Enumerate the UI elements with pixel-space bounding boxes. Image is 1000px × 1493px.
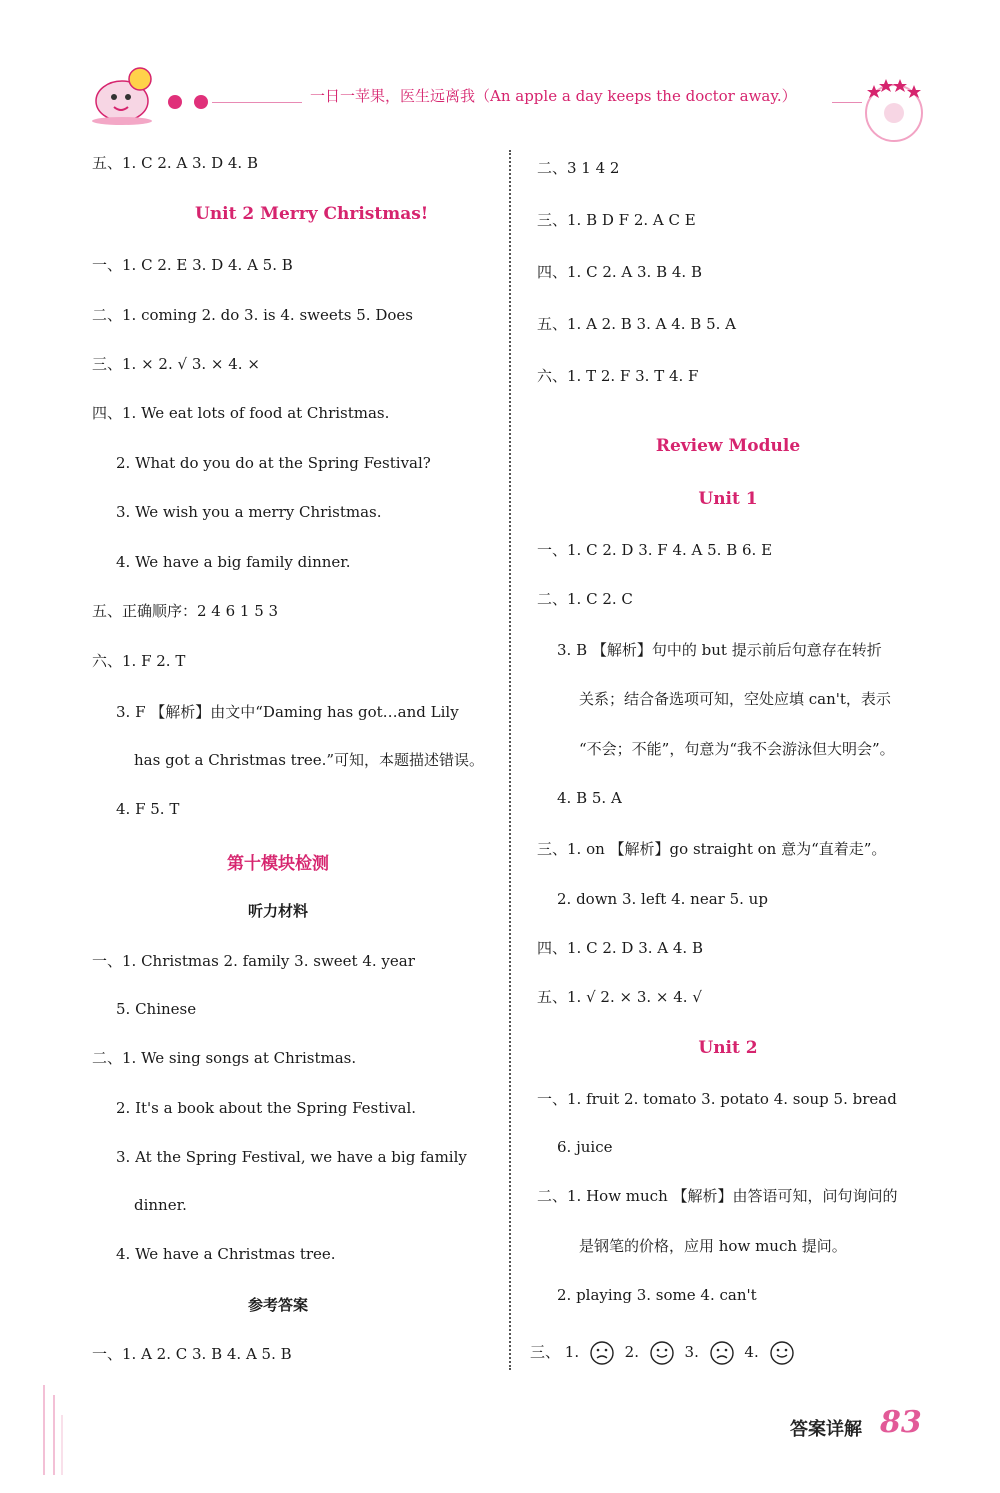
answer-line: 一、1. A 2. C 3. B 4. A 5. B xyxy=(92,1345,292,1363)
answer-line: 二、1. We sing songs at Christmas. xyxy=(92,1049,357,1067)
answer-line-indented: 3. At the Spring Festival, we have a big family xyxy=(116,1148,467,1166)
face-label: 3. xyxy=(684,1343,699,1361)
answer-line: 二、1. coming 2. do 3. is 4. sweets 5. Does xyxy=(92,306,413,324)
answer-line-indented: 4. B 5. A xyxy=(557,789,622,807)
sad-face-icon xyxy=(710,1341,734,1365)
answer-line: 一、1. fruit 2. tomato 3. potato 4. soup 5. bread xyxy=(537,1090,897,1108)
answer-line: 六、1. F 2. T xyxy=(92,652,186,670)
faces-answer-row xyxy=(530,1340,800,1365)
answer-line: 三、1. B D F 2. A C E xyxy=(537,211,696,229)
answer-line-indented: 3. B 【解析】句中的 but 提示前后句意存在转折 xyxy=(557,641,882,659)
answer-line: 一、1. Christmas 2. family 3. sweet 4. year xyxy=(92,952,415,970)
answer-line-continued: “不会；不能”，句意为“我不会游泳但大明会”。 xyxy=(579,740,895,758)
answer-line-continued: 是钢笔的价格，应用 how much 提问。 xyxy=(579,1237,847,1255)
face-item xyxy=(625,1343,685,1361)
answer-line: 四、1. C 2. A 3. B 4. B xyxy=(537,263,702,281)
section-subheading: 参考答案 xyxy=(247,1296,309,1314)
header-dot xyxy=(194,95,208,109)
answer-line-continued: 关系；结合备选项可知，空处应填 can't，表示 xyxy=(579,690,891,708)
face-label: 1. xyxy=(564,1343,580,1361)
face-item xyxy=(565,1343,625,1361)
answer-line-indented: 2. playing 3. some 4. can't xyxy=(557,1286,757,1304)
happy-face-icon xyxy=(650,1341,674,1365)
answer-line: 二、1. C 2. C xyxy=(537,590,633,608)
face-label: 2. xyxy=(624,1343,639,1361)
answer-line-indented: 3. We wish you a merry Christmas. xyxy=(116,503,382,521)
happy-face-icon xyxy=(770,1341,794,1365)
answer-line: 一、1. C 2. E 3. D 4. A 5. B xyxy=(92,256,293,274)
face-label: 4. xyxy=(744,1343,759,1361)
footer-label: 答案详解 xyxy=(790,1419,862,1440)
answer-line: 五、1. C 2. A 3. D 4. B xyxy=(92,154,258,172)
answer-line-indented: 2. It's a book about the Spring Festival. xyxy=(116,1099,417,1117)
column-divider xyxy=(509,150,511,1370)
answer-line-indented: 4. F 5. T xyxy=(116,800,180,818)
section-heading: Unit 1 xyxy=(698,489,758,509)
answer-line-indented: 4. We have a Christmas tree. xyxy=(116,1245,336,1263)
answer-line-continued: has got a Christmas tree.”可知，本题描述错误。 xyxy=(134,751,485,769)
answer-line: 二、1. How much 【解析】由答语可知，问句询问的 xyxy=(537,1187,898,1205)
answer-line: 六、1. T 2. F 3. T 4. F xyxy=(537,367,699,385)
section-heading: Unit 2 Merry Christmas! xyxy=(195,204,429,224)
answer-line-indented: 2. down 3. left 4. near 5. up xyxy=(557,890,768,908)
section-heading: 第十模块检测 xyxy=(227,854,329,874)
answer-line: 五、1. √ 2. × 3. × 4. √ xyxy=(537,988,702,1006)
answer-line: 五、正确顺序：2 4 6 1 5 3 xyxy=(92,602,279,620)
section-heading: Review Module xyxy=(655,436,801,456)
answer-line: 五、1. A 2. B 3. A 4. B 5. A xyxy=(537,315,737,333)
answer-line-continued: dinner. xyxy=(134,1196,187,1214)
answer-line-indented: 2. What do you do at the Spring Festival? xyxy=(116,454,431,472)
brand-seal-icon xyxy=(858,73,930,145)
face-item xyxy=(685,1343,745,1361)
mascot-logo-icon xyxy=(92,63,162,125)
answer-line-indented: 5. Chinese xyxy=(116,1000,197,1018)
page-header xyxy=(0,55,1000,145)
sad-face-icon xyxy=(590,1341,614,1365)
answer-line-indented: 6. juice xyxy=(557,1138,613,1156)
faces-row-prefix: 三、 xyxy=(530,1343,561,1361)
header-motto: 一日一苹果，医生远离我（An apple a day keeps the doctor away.） xyxy=(310,87,797,105)
answer-line: 四、1. C 2. D 3. A 4. B xyxy=(537,939,703,957)
page-number: 83 xyxy=(880,1405,922,1440)
header-rule xyxy=(212,102,302,103)
answer-line: 一、1. C 2. D 3. F 4. A 5. B 6. E xyxy=(537,541,773,559)
answer-line: 四、1. We eat lots of food at Christmas. xyxy=(92,404,390,422)
face-item xyxy=(744,1343,799,1361)
answer-line: 三、1. on 【解析】go straight on 意为“直着走”。 xyxy=(537,840,887,858)
answer-line-indented: 4. We have a big family dinner. xyxy=(116,553,351,571)
header-dot xyxy=(168,95,182,109)
answer-line: 三、1. × 2. √ 3. × 4. × xyxy=(92,355,260,373)
section-heading: Unit 2 xyxy=(698,1038,758,1058)
margin-marks-icon xyxy=(40,1385,70,1475)
answer-line: 二、3 1 4 2 xyxy=(537,159,620,177)
section-subheading: 听力材料 xyxy=(247,902,309,920)
answer-line-indented: 3. F 【解析】由文中“Daming has got…and Lily xyxy=(116,703,459,721)
